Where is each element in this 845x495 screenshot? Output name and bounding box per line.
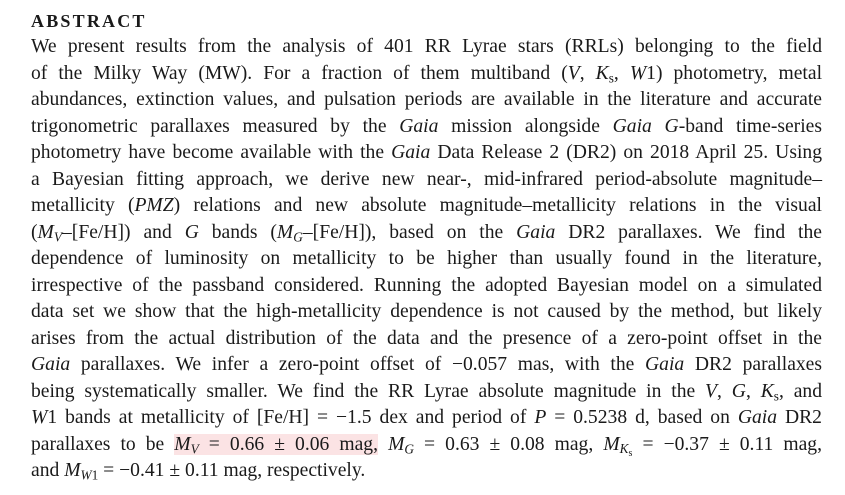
abstract-line: arises from the actual distribution of the data and the presence of a zero-point offset in the (31, 327, 822, 349)
abstract-line: photometry have become available with the Gaia Data Release 2 (DR2) on 2018 April 25. Using (31, 142, 822, 163)
abstract-line: metallicity (PMZ) relations and new absolute magnitude–metallicity relations in the visual (31, 195, 822, 216)
abstract-line: irrespective of the passband considered. Running the adopted Bayesian model on a simulated (31, 274, 822, 296)
abstract-line: Gaia parallaxes. We infer a zero-point offset of −0.057 mas, with the Gaia DR2 parallaxes (31, 354, 823, 375)
abstract-heading: ABSTRACT (31, 11, 147, 31)
abstract-line: trigonometric parallaxes measured by the Gaia mission alongside Gaia G-band time-series (31, 115, 822, 137)
abstract-line: parallaxes to be $M_V = 0.66 \pm 0.06$ mag, $M_G = 0.63 \pm 0.08$ mag, $M_{K_s} = -0.37 \pm 0.11$ mag, (31, 433, 822, 460)
abstract-line: data set we show that the high-metallicity dependence is not caused by the method, but likely (31, 301, 822, 322)
abstract-line: abundances, extinction values, and pulsation periods are available in the literature and accurate (31, 89, 822, 110)
abstract-line: being systematically smaller. We find the RR Lyrae absolute magnitude in the V, G, $K_s$, and (31, 380, 823, 404)
abstract-line: dependence of luminosity on metallicity to be higher than usually found in the literature, (31, 248, 822, 269)
abstract-line: a Bayesian fitting approach, we derive new near-, mid-infrared period-absolute magnitude– (31, 168, 822, 190)
abstract-line: W1 bands at metallicity of [Fe/H] = −1.5 dex and period of P = 0.5238 d, based on Gaia DR2 (31, 407, 822, 428)
abstract-line: and $M_{W1} = -0.41 \pm 0.11$ mag, respectively. (31, 460, 366, 483)
abstract-line: We present results from the analysis of 401 RR Lyrae stars (RRLs) belonging to the field (31, 36, 822, 57)
abstract-line: $(M_V-[Fe/H])$ and G bands $(M_G-[Fe/H])$, based on the Gaia DR2 parallaxes. We find the (31, 221, 822, 245)
abstract-section (31, 8, 822, 485)
abstract-body (31, 34, 822, 485)
abstract-line: of the Milky Way (MW). For a fraction of them multiband (V, $K_s$, W1) photometry, metal (31, 62, 823, 86)
